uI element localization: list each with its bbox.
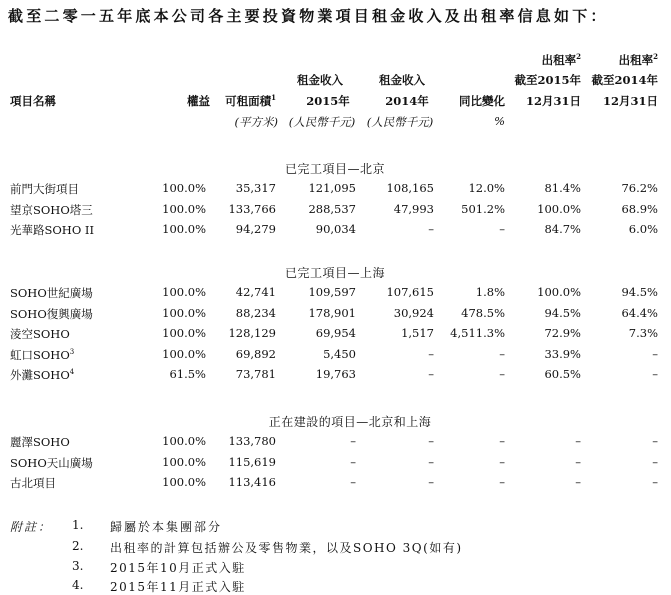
- cell-yoy: –: [499, 454, 505, 469]
- header-occ2014-footnote-ref: 2: [653, 52, 658, 62]
- cell-occ2014: –: [652, 475, 658, 489]
- cell-area: 88,234: [235, 305, 276, 320]
- cell-rev2015: –: [350, 475, 356, 489]
- cell-occ2014: –: [652, 434, 658, 448]
- project-name-text: 前門大街項目: [10, 182, 79, 196]
- cell-equity: 61.5%: [169, 367, 206, 381]
- cell-rev2014: –: [428, 346, 434, 361]
- footnote-1-text: 歸屬於本集團部分: [110, 520, 223, 534]
- header-occ2014-line1: [590, 52, 658, 68]
- cell-yoy: 1.8%: [475, 285, 505, 299]
- cell-rev2015: –: [350, 434, 356, 448]
- cell-equity: 100.0%: [162, 475, 206, 489]
- cell-area: 69,892: [235, 346, 276, 361]
- project-name-text: 淩空SOHO: [10, 327, 70, 341]
- header-occ2015-footnote-ref: 2: [576, 52, 581, 62]
- cell-area: 42,741: [235, 285, 276, 299]
- cell-equity: 100.0%: [162, 346, 206, 361]
- cell-rev2015: –: [350, 454, 356, 469]
- cell-occ2014: –: [652, 346, 658, 361]
- table-row: [0, 326, 671, 344]
- project-name: [10, 455, 93, 471]
- section-title-under-construction: 正在建設的項目—北京和上海: [268, 415, 432, 429]
- project-name: [10, 475, 56, 491]
- project-name-text: 光華路SOHO II: [10, 223, 95, 237]
- header-occ2015-line2: 截至2015年: [514, 73, 581, 87]
- footnote-3-num: 3.: [72, 559, 84, 573]
- table-row: [0, 475, 671, 493]
- header-rev2014-unit: (人民幣千元): [366, 115, 434, 129]
- cell-area: 133,766: [228, 201, 276, 216]
- header-yoy-unit: %: [494, 114, 505, 128]
- cell-rev2015: 109,597: [308, 285, 356, 299]
- footnote-2-text: 出租率的計算包括辦公及零售物業，以及SOHO 3Q(如有): [110, 541, 463, 555]
- cell-yoy: 4,511.3%: [450, 326, 505, 340]
- header-occ2015-label: 出租率: [541, 53, 577, 67]
- cell-yoy: 12.0%: [468, 181, 505, 195]
- table-row: [0, 202, 671, 220]
- footnote-label: 附註：: [10, 520, 53, 534]
- cell-rev2014: 107,615: [386, 285, 434, 299]
- project-name: [10, 181, 79, 197]
- cell-occ2015: 60.5%: [544, 367, 581, 381]
- cell-area: 133,780: [228, 434, 276, 448]
- cell-occ2014: 76.2%: [621, 181, 658, 195]
- header-occ2014-label: 出租率: [618, 53, 654, 67]
- cell-yoy: –: [499, 346, 505, 361]
- header-area-unit: (平方米): [234, 115, 278, 129]
- cell-occ2015: 94.5%: [544, 305, 581, 320]
- cell-rev2014: –: [428, 454, 434, 469]
- table-row: [0, 285, 671, 303]
- table-row: [0, 347, 671, 365]
- cell-occ2015: –: [575, 434, 581, 448]
- cell-rev2014: 108,165: [386, 181, 434, 195]
- header-occ2015-line1: [515, 52, 581, 68]
- cell-rev2015: 5,450: [323, 346, 356, 361]
- footnote-4-text: 2015年11月正式入駐: [110, 580, 246, 594]
- cell-rev2015: 19,763: [315, 367, 356, 381]
- cell-rev2014: –: [428, 434, 434, 448]
- section-title-beijing: 已完工項目—北京: [284, 162, 385, 176]
- table-row: [0, 367, 671, 385]
- header-area: [210, 93, 276, 109]
- cell-rev2014: –: [428, 367, 434, 381]
- cell-rev2014: –: [428, 475, 434, 489]
- header-occ2014-line3: 12月31日: [602, 94, 658, 108]
- project-name: [10, 285, 93, 301]
- cell-yoy: 501.2%: [461, 201, 505, 216]
- project-name: [10, 306, 93, 322]
- cell-rev2015: 121,095: [308, 181, 356, 195]
- cell-occ2014: 94.5%: [621, 285, 658, 299]
- header-rev2015-line1: 租金收入: [297, 73, 343, 87]
- cell-area: 128,129: [228, 326, 276, 340]
- cell-occ2014: 7.3%: [628, 326, 658, 340]
- page-title: 截至二零一五年底本公司各主要投資物業項目租金收入及出租率信息如下：: [8, 7, 609, 25]
- cell-occ2014: 64.4%: [621, 305, 658, 320]
- cell-area: 113,416: [228, 475, 276, 489]
- cell-yoy: –: [499, 367, 505, 381]
- cell-equity: 100.0%: [162, 454, 206, 469]
- cell-rev2015: 69,954: [315, 326, 356, 340]
- cell-occ2015: –: [575, 475, 581, 489]
- project-name: [10, 347, 74, 363]
- footnote-4-num: 4.: [72, 578, 84, 592]
- project-name-text: 外灘SOHO: [10, 368, 70, 382]
- header-area-label: 可租面積: [225, 94, 272, 108]
- cell-equity: 100.0%: [162, 326, 206, 340]
- project-name-text: 虹口SOHO: [10, 347, 70, 362]
- project-footnote-ref: 3: [69, 347, 75, 356]
- header-equity: 權益: [187, 94, 210, 108]
- cell-occ2015: 72.9%: [544, 326, 581, 340]
- cell-area: 73,781: [235, 367, 276, 381]
- project-name: [10, 202, 93, 218]
- project-name-text: SOHO天山廣場: [10, 455, 93, 470]
- header-occ2014-line2: 截至2014年: [591, 73, 658, 87]
- project-name: [10, 434, 70, 450]
- table-row: [0, 181, 671, 199]
- cell-yoy: 478.5%: [461, 305, 505, 320]
- project-name-text: 古北項目: [10, 476, 56, 490]
- cell-yoy: –: [499, 222, 505, 236]
- project-name: [10, 367, 74, 383]
- cell-rev2014: –: [428, 222, 434, 236]
- cell-equity: 100.0%: [162, 201, 206, 216]
- project-name-text: SOHO世紀廣場: [10, 286, 93, 300]
- cell-equity: 100.0%: [162, 181, 206, 195]
- table-row: [0, 434, 671, 452]
- table-row: [0, 306, 671, 324]
- cell-occ2014: –: [652, 454, 658, 469]
- cell-occ2014: 68.9%: [621, 201, 658, 216]
- cell-equity: 100.0%: [162, 285, 206, 299]
- table-row: [0, 222, 671, 240]
- header-rev2015-unit: (人民幣千元): [288, 115, 356, 129]
- cell-occ2015: 100.0%: [537, 201, 581, 216]
- project-name-text: 望京SOHO塔三: [10, 202, 93, 217]
- footnote-2-num: 2.: [72, 539, 84, 553]
- header-rev2015-line2: 2015年: [306, 94, 350, 108]
- project-name-text: SOHO復興廣場: [10, 306, 93, 321]
- cell-area: 94,279: [235, 222, 276, 236]
- project-name: [10, 326, 70, 342]
- cell-occ2014: 6.0%: [628, 222, 658, 236]
- header-yoy: 同比變化: [459, 94, 505, 108]
- cell-rev2015: 90,034: [315, 222, 356, 236]
- cell-occ2015: 81.4%: [544, 181, 581, 195]
- footnote-3-text: 2015年10月正式入駐: [110, 561, 246, 575]
- cell-occ2015: 100.0%: [537, 285, 581, 299]
- header-project-name: 項目名稱: [10, 94, 56, 108]
- cell-equity: 100.0%: [162, 222, 206, 236]
- header-rev2014-line2: 2014年: [385, 94, 429, 108]
- table-row: [0, 455, 671, 473]
- cell-equity: 100.0%: [162, 305, 206, 320]
- cell-rev2015: 288,537: [308, 201, 356, 216]
- footnote-1-num: 1.: [72, 518, 84, 532]
- section-title-shanghai: 已完工項目—上海: [284, 266, 385, 280]
- cell-area: 35,317: [235, 181, 276, 195]
- cell-yoy: –: [499, 434, 505, 448]
- cell-occ2015: 33.9%: [544, 346, 581, 361]
- header-occ2015-line3: 12月31日: [525, 94, 581, 108]
- project-footnote-ref: 4: [69, 368, 75, 377]
- cell-rev2015: 178,901: [308, 305, 356, 320]
- project-name-text: 麗澤SOHO: [10, 435, 70, 449]
- cell-yoy: –: [499, 475, 505, 489]
- cell-occ2015: –: [575, 454, 581, 469]
- cell-rev2014: 47,993: [393, 201, 434, 216]
- project-name: [10, 222, 94, 238]
- header-rev2014-line1: 租金收入: [379, 73, 425, 87]
- cell-occ2015: 84.7%: [544, 222, 581, 236]
- cell-area: 115,619: [228, 454, 276, 469]
- cell-rev2014: 1,517: [401, 326, 434, 340]
- cell-occ2014: –: [652, 367, 658, 381]
- cell-equity: 100.0%: [162, 434, 206, 448]
- cell-rev2014: 30,924: [393, 305, 434, 320]
- header-area-footnote-ref: 1: [271, 93, 276, 103]
